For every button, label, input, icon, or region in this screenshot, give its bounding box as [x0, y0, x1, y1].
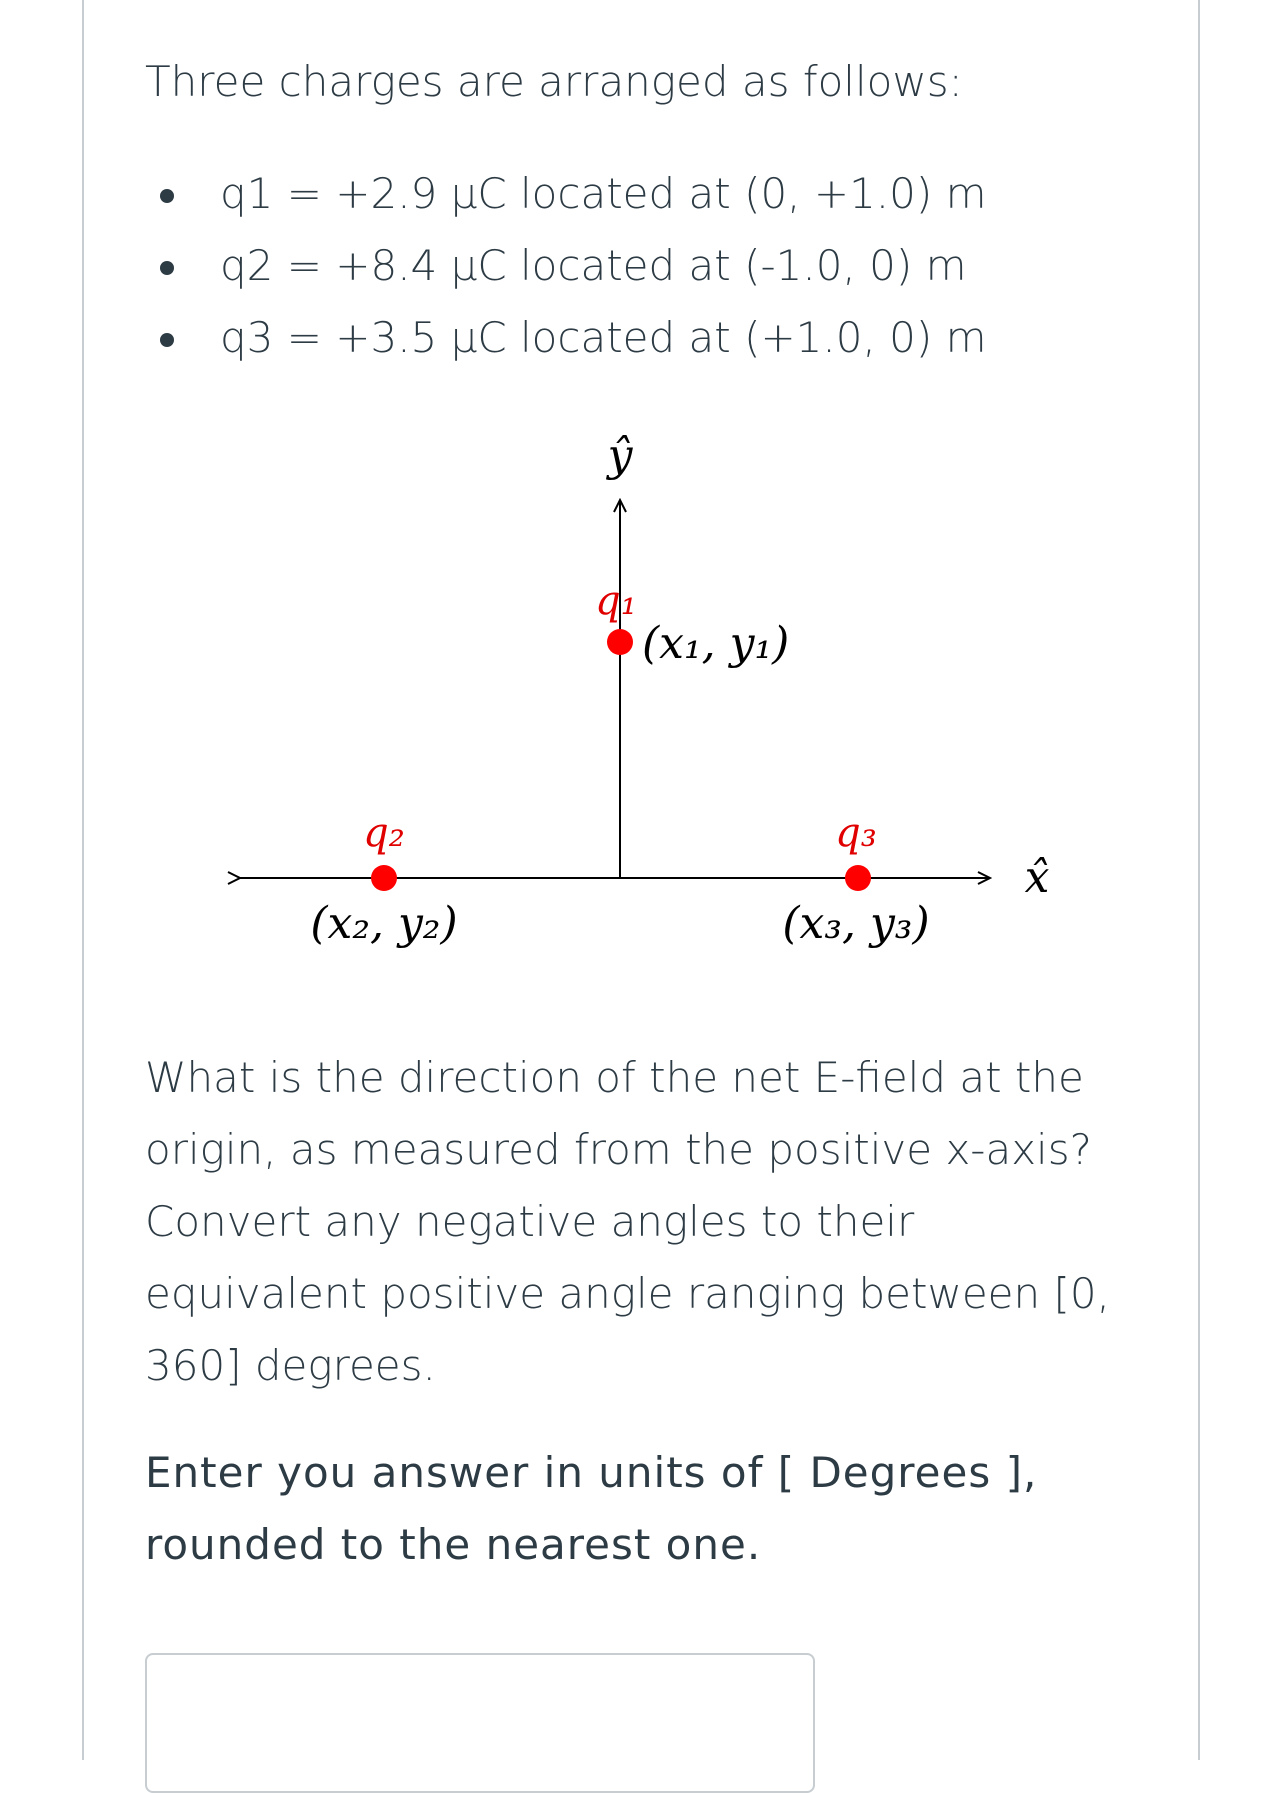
- bullet-icon: [160, 261, 174, 275]
- answer-input[interactable]: [145, 1653, 815, 1793]
- list-item: [145, 302, 987, 374]
- charge-list: [145, 158, 987, 374]
- charge-q3-dot: [845, 865, 871, 891]
- charge-q2-dot: [371, 865, 397, 891]
- charge-q1-dot: [607, 629, 633, 655]
- charge-q2-label: q₂: [363, 810, 405, 856]
- question-prompt: What is the direction of the net E-field at the origin, as measured from the positive x-axis? Convert any negative angles to their equivalent positive angle ranging between [0, 360] degrees.: [145, 1053, 1110, 1390]
- list-item: [145, 158, 987, 230]
- charge-q1-label: q₁: [595, 578, 637, 624]
- charge-q3-text: q3 = +3.5 µC located at (+1.0, 0) m: [220, 313, 987, 362]
- charge-diagram: [220, 410, 1070, 970]
- charge-q2-text: q2 = +8.4 µC located at (-1.0, 0) m: [220, 241, 967, 290]
- charge-q3-label: q₃: [835, 810, 877, 856]
- bullet-icon: [160, 333, 174, 347]
- y-axis-label: ŷ: [607, 430, 633, 481]
- charge-q3-coord: (x₃, y₃): [782, 898, 930, 949]
- charge-q1-coord: (x₁, y₁): [642, 618, 790, 669]
- charge-q2-coord: (x₂, y₂): [310, 898, 458, 949]
- units-instruction: Enter you answer in units of [ Degrees ], rounded to the nearest one.: [145, 1448, 1038, 1569]
- question-intro: Three charges are arranged as follows:: [145, 57, 963, 106]
- list-item: [145, 230, 987, 302]
- x-axis-label: x̂: [1024, 852, 1050, 903]
- charge-q1-text: q1 = +2.9 µC located at (0, +1.0) m: [220, 169, 987, 218]
- bullet-icon: [160, 189, 174, 203]
